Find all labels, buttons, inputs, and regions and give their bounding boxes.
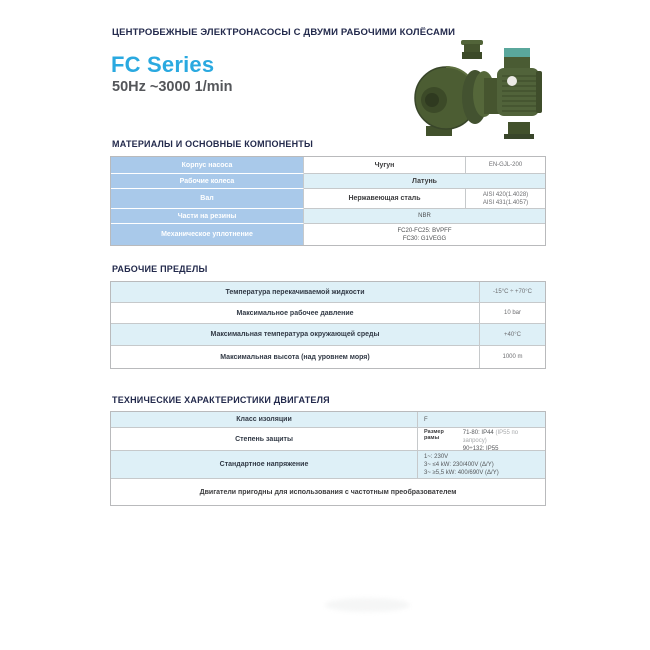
cell-note-line: AISI 420(1.4028)	[482, 191, 529, 198]
row-label: Класс изоляции	[236, 416, 292, 423]
limits-heading: РАБОЧИЕ ПРЕДЕЛЫ	[112, 264, 208, 274]
table-row	[111, 346, 545, 368]
table-row	[111, 189, 545, 209]
cell-value: Нержавеющая сталь	[348, 195, 421, 202]
cell-value: 10 bar	[503, 310, 521, 316]
cell-value: Латунь	[411, 177, 437, 185]
row-label: Стандартное напряжение	[219, 461, 309, 468]
row-label: Максимальное рабочее давление	[236, 309, 354, 317]
row-label: Максимальная температура окружающей среды	[210, 331, 380, 338]
frequency-speed: 50Hz ~3000 1/min	[112, 79, 233, 95]
cell-value: F	[424, 416, 428, 423]
cell-value: NBR	[418, 213, 431, 219]
cell-value-line: FC20-FC25: BVPFF	[397, 227, 452, 234]
row-label: Корпус насоса	[111, 157, 304, 174]
voltage-line: 3~ ≤4 kW: 230/400V (Δ/Y)	[424, 461, 494, 468]
table-row	[111, 412, 545, 428]
cell-value: -15°C ÷ +70°C	[493, 289, 532, 295]
table-row	[111, 157, 545, 174]
faint-watermark	[325, 598, 410, 612]
limits-table	[110, 281, 546, 369]
materials-heading: МАТЕРИАЛЫ И ОСНОВНЫЕ КОМПОНЕНТЫ	[112, 139, 314, 149]
row-label: Рабочие колеса	[111, 174, 304, 189]
voltage-line: 3~ ≥5,5 kW: 400/690V (Δ/Y)	[424, 469, 499, 476]
row-label: Части на резины	[111, 209, 304, 224]
table-row	[111, 324, 545, 346]
cell-note-line: AISI 431(1.4057)	[482, 199, 529, 206]
table-row	[111, 209, 545, 224]
frame-size-label: Размер рамы	[424, 429, 444, 441]
series-name: FC Series	[111, 52, 215, 77]
motor-footnote: Двигатели пригодны для использования с частотным преобразователем	[199, 488, 457, 496]
motor-heading: ТЕХНИЧЕСКИЕ ХАРАКТЕРИСТИКИ ДВИГАТЕЛЯ	[112, 395, 330, 405]
pump-product-image	[412, 40, 547, 142]
row-label: Вал	[111, 189, 304, 209]
table-row	[111, 282, 545, 303]
cell-value: 1000 m	[502, 354, 523, 360]
cell-value: Чугун	[374, 161, 395, 169]
document-title: ЦЕНТРОБЕЖНЫЕ ЭЛЕКТРОНАСОСЫ С ДВУМИ РАБОЧИМИ КОЛЁСАМИ	[112, 27, 456, 38]
row-label: Температура перекачиваемой жидкости	[225, 288, 365, 296]
cell-note: EN-GJL-200	[488, 162, 523, 168]
protection-line: 71-80: IP44	[462, 430, 494, 436]
row-label: Максимальная высота (над уровнем моря)	[220, 353, 370, 361]
cell-value: +40°C	[504, 331, 521, 338]
voltage-line: 1~: 230V	[424, 453, 449, 460]
table-row	[111, 428, 545, 451]
motor-table	[110, 411, 546, 506]
row-label: Механическое уплотнение	[111, 224, 304, 245]
materials-table	[110, 156, 546, 246]
table-row	[111, 303, 545, 324]
table-row	[111, 224, 545, 245]
table-row	[111, 451, 545, 479]
table-row	[111, 479, 545, 505]
cell-value-line: FC30: G1VEGG	[402, 235, 447, 242]
row-label: Степень защиты	[235, 435, 293, 443]
table-row	[111, 174, 545, 189]
protection-line: 90÷132: IP55	[462, 446, 499, 452]
protection-note: (IP55 по запросу)	[462, 430, 519, 444]
